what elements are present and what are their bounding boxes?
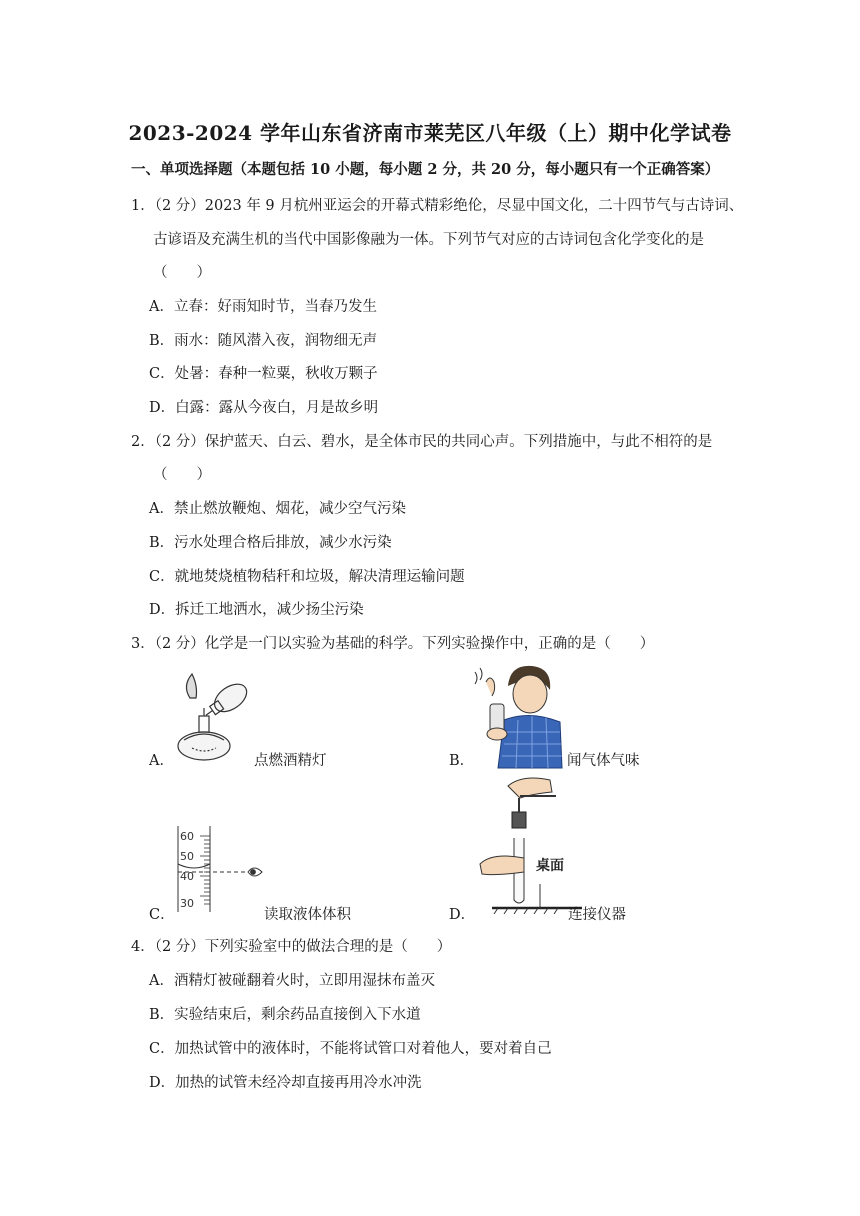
question-1-option-c: C．处暑：春种一粒粟，秋收万颗子 [149,366,378,382]
question-2-text: 2．（2 分）保护蓝天、白云、碧水，是全体市民的共同心声。下列措施中，与此不相符的是 [131,434,713,450]
question-2-option-b: B．污水处理合格后排放，减少水污染 [149,535,392,551]
question-2-answer-blank: （ ） [153,467,211,483]
connecting-apparatus-illustration [472,772,582,914]
question-1-text-2: 古谚语及充满生机的当代中国影像融为一体。下列节气对应的古诗词包含化学变化的是 [153,232,704,248]
question-2-option-a: A．禁止燃放鞭炮、烟花，减少空气污染 [149,501,406,517]
question-1-option-a: A．立春：好雨知时节，当春乃发生 [149,299,377,315]
question-2-option-d: D．拆迁工地洒水，减少扬尘污染 [149,602,364,618]
question-4-text: 4．（2 分）下列实验室中的做法合理的是（ ） [131,939,452,955]
cylinder-tick-50: 50 [180,850,194,863]
alcohol-lamp-illustration [172,668,252,768]
smelling-gas-illustration [470,660,565,770]
option-c-caption: 读取液体体积 [264,907,351,923]
cylinder-tick-40: 40 [180,870,194,883]
question-4-option-b: B．实验结束后，剩余药品直接倒入下水道 [149,1007,421,1023]
question-1-answer-blank: （ ） [153,265,211,281]
question-4-option-d: D．加热的试管未经冷却直接再用冷水冲洗 [149,1075,422,1091]
cylinder-tick-30: 30 [180,897,194,910]
option-a-letter: A． [149,753,174,769]
question-3-text: 3．（2 分）化学是一门以实验为基础的科学。下列实验操作中，正确的是（ ） [131,636,655,652]
question-1-text: 1．（2 分）2023 年 9 月杭州亚运会的开幕式精彩绝伦，尽显中国文化，二十四节气与古诗词、 [131,198,744,214]
question-4-option-c: C．加热试管中的液体时，不能将试管口对着他人，要对着自己 [149,1041,552,1057]
question-1-option-d: D．白露：露从今夜白，月是故乡明 [149,400,379,416]
question-1-option-b: B．雨水：随风潜入夜，润物细无声 [149,333,378,349]
desk-label: 桌面 [536,858,564,874]
option-b-caption: 闻气体气味 [567,753,640,769]
question-2-option-c: C．就地焚烧植物秸秆和垃圾，解决清理运输问题 [149,569,465,585]
question-4-option-a: A．酒精灯被碰翻着火时，立即用湿抹布盖灭 [149,973,435,989]
option-c-letter: C． [149,907,175,923]
cylinder-tick-60: 60 [180,830,194,843]
option-d-letter: D． [449,907,476,923]
graduated-cylinder-illustration [168,822,268,914]
section-heading: 一、单项选择题（本题包括 10 小题，每小题 2 分，共 20 分，每小题只有一个正确答案） [131,161,720,178]
option-d-caption: 连接仪器 [568,907,626,923]
page-title: 2023-2024 学年山东省济南市莱芜区八年级（上）期中化学试卷 [128,121,732,145]
option-a-caption: 点燃酒精灯 [254,753,327,769]
option-b-letter: B． [449,753,475,769]
